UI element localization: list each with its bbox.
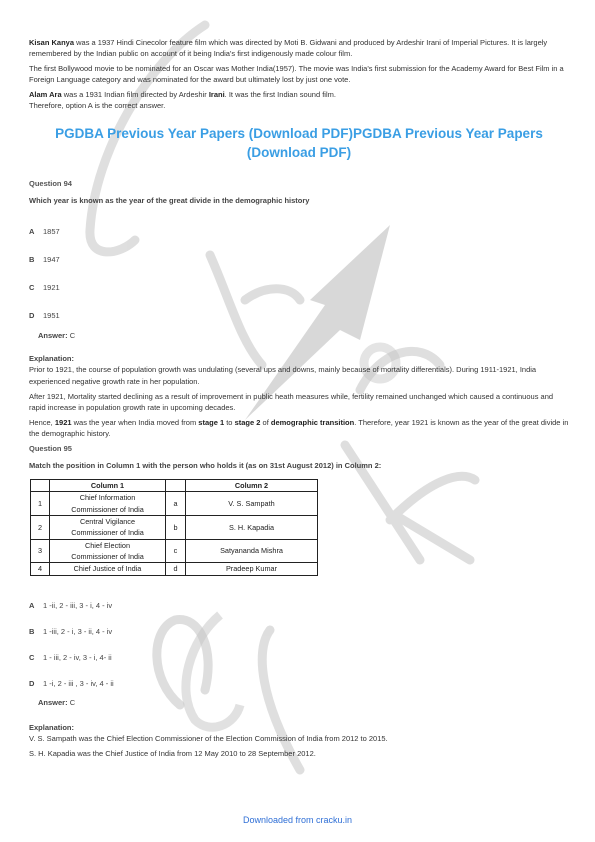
q95-answer-value: C — [69, 697, 76, 707]
table-row: 3 Chief Election Commissioner of India c Satyananda Mishra — [31, 539, 318, 563]
kisan-kanya-term: Kisan Kanya — [29, 38, 75, 47]
page-content — [29, 37, 569, 763]
question-95-options — [29, 600, 569, 689]
q95-explanation-2: S. H. Kapadia was the Chief Justice of India from 12 May 2010 to 28 September 2012. — [29, 749, 316, 759]
q94-explanation-2: After 1921, Mortality started declining as a result of improvement in public heath measures while, fertility remained unchanged which caused a continuous and rapid increase in population growth rate in upcoming decades. — [29, 391, 554, 412]
q95-option-d[interactable]: D 1 -i, 2 - iii , 3 - iv, 4 - ii — [29, 678, 114, 688]
q95-option-c[interactable]: C 1 - iii, 2 - iv, 3 - i, 4- ii — [29, 652, 112, 662]
q94-explanation-label: Explanation: — [29, 354, 75, 364]
kisan-kanya-text: was a 1937 Hindi Cinecolor feature film which was directed by Moti B. Gidwani and produced by Ardeshir Irani of Imperial Pictures. It is largely remembered by the Indian public on account of it being India's first indigenously made colour film. — [29, 38, 548, 59]
q95-option-b[interactable]: B 1 -iii, 2 - i, 3 - ii, 4 - iv — [29, 626, 113, 636]
table-row: 2 Central Vigilance Commissioner of India b S. H. Kapadia — [31, 516, 318, 540]
table-row: 4 Chief Justice of India d Pradeep Kumar — [31, 563, 318, 575]
q94-option-c[interactable]: C 1921 — [29, 283, 60, 293]
kisan-kanya-paragraph — [29, 37, 569, 59]
match-table — [30, 479, 318, 575]
cracku-footer-link[interactable]: Downloaded from cracku.in — [242, 815, 353, 825]
q94-answer-value: C — [69, 331, 76, 341]
q94-option-d[interactable]: D 1951 — [29, 311, 60, 321]
column-1-header: Column 1 — [50, 480, 166, 492]
q94-option-b[interactable]: B 1947 — [29, 254, 60, 264]
q94-explanation-1: Prior to 1921, the course of population growth was undulating (several ups and downs, mainly because of mortality differentials). During 1911-1921, India experienced negative growth rate in her population. — [29, 365, 537, 386]
q95-explanation-1: V. S. Sampath was the Chief Election Commissioner of the Election Commission of India from 2012 to 2015. — [29, 734, 388, 744]
question-94-text: Which year is known as the year of the great divide in the demographic history — [29, 195, 310, 205]
table-header-row — [31, 480, 318, 492]
irani-term: Irani — [208, 90, 225, 100]
table-row: 1 Chief Information Commissioner of India a V. S. Sampath — [31, 492, 318, 516]
q95-explanation-label: Explanation: — [29, 723, 75, 733]
alam-ara-text: was a 1931 Indian film directed by Ardeshir — [61, 90, 209, 100]
question-94-options — [29, 226, 569, 321]
q95-option-a[interactable]: A 1 -ii, 2 - iii, 3 - i, 4 - iv — [29, 600, 113, 610]
question-95-label: Question 95 — [29, 444, 72, 453]
question-95-text: Match the position in Column 1 with the person who holds it (as on 31st August 2012) in Column 2: — [29, 461, 382, 471]
q94-option-a[interactable]: A 1857 — [29, 226, 60, 236]
alam-ara-paragraph — [29, 89, 569, 100]
q95-answer: Answer: C — [38, 697, 76, 707]
alam-ara-text-end: . It was the first Indian sound film. — [224, 90, 336, 100]
q94-explanation-3: Hence, 1921 was the year when India moved from stage 1 to stage 2 of demographic transition. Therefore, year 1921 is known as the year of the great divide in the demographic history. — [29, 417, 569, 438]
alam-ara-term: Alam Ara — [29, 90, 62, 100]
question-94-label: Question 94 — [29, 178, 72, 188]
q94-answer: Answer: C — [38, 331, 76, 341]
correct-answer-note: Therefore, option A is the correct answer. — [29, 101, 166, 111]
column-2-header: Column 2 — [186, 480, 318, 492]
pgdba-papers-link[interactable]: PGDBA Previous Year Papers (Download PDF)PGDBA Previous Year Papers (Download PDF) — [55, 125, 543, 161]
mother-india-paragraph: The first Bollywood movie to be nominated for an Oscar was Mother India(1957). The movie was India's first submission for the Academy Award for Best Film in a Foreign Language category and was nominated for the award but ultimately lost by just one vote. — [29, 64, 564, 85]
